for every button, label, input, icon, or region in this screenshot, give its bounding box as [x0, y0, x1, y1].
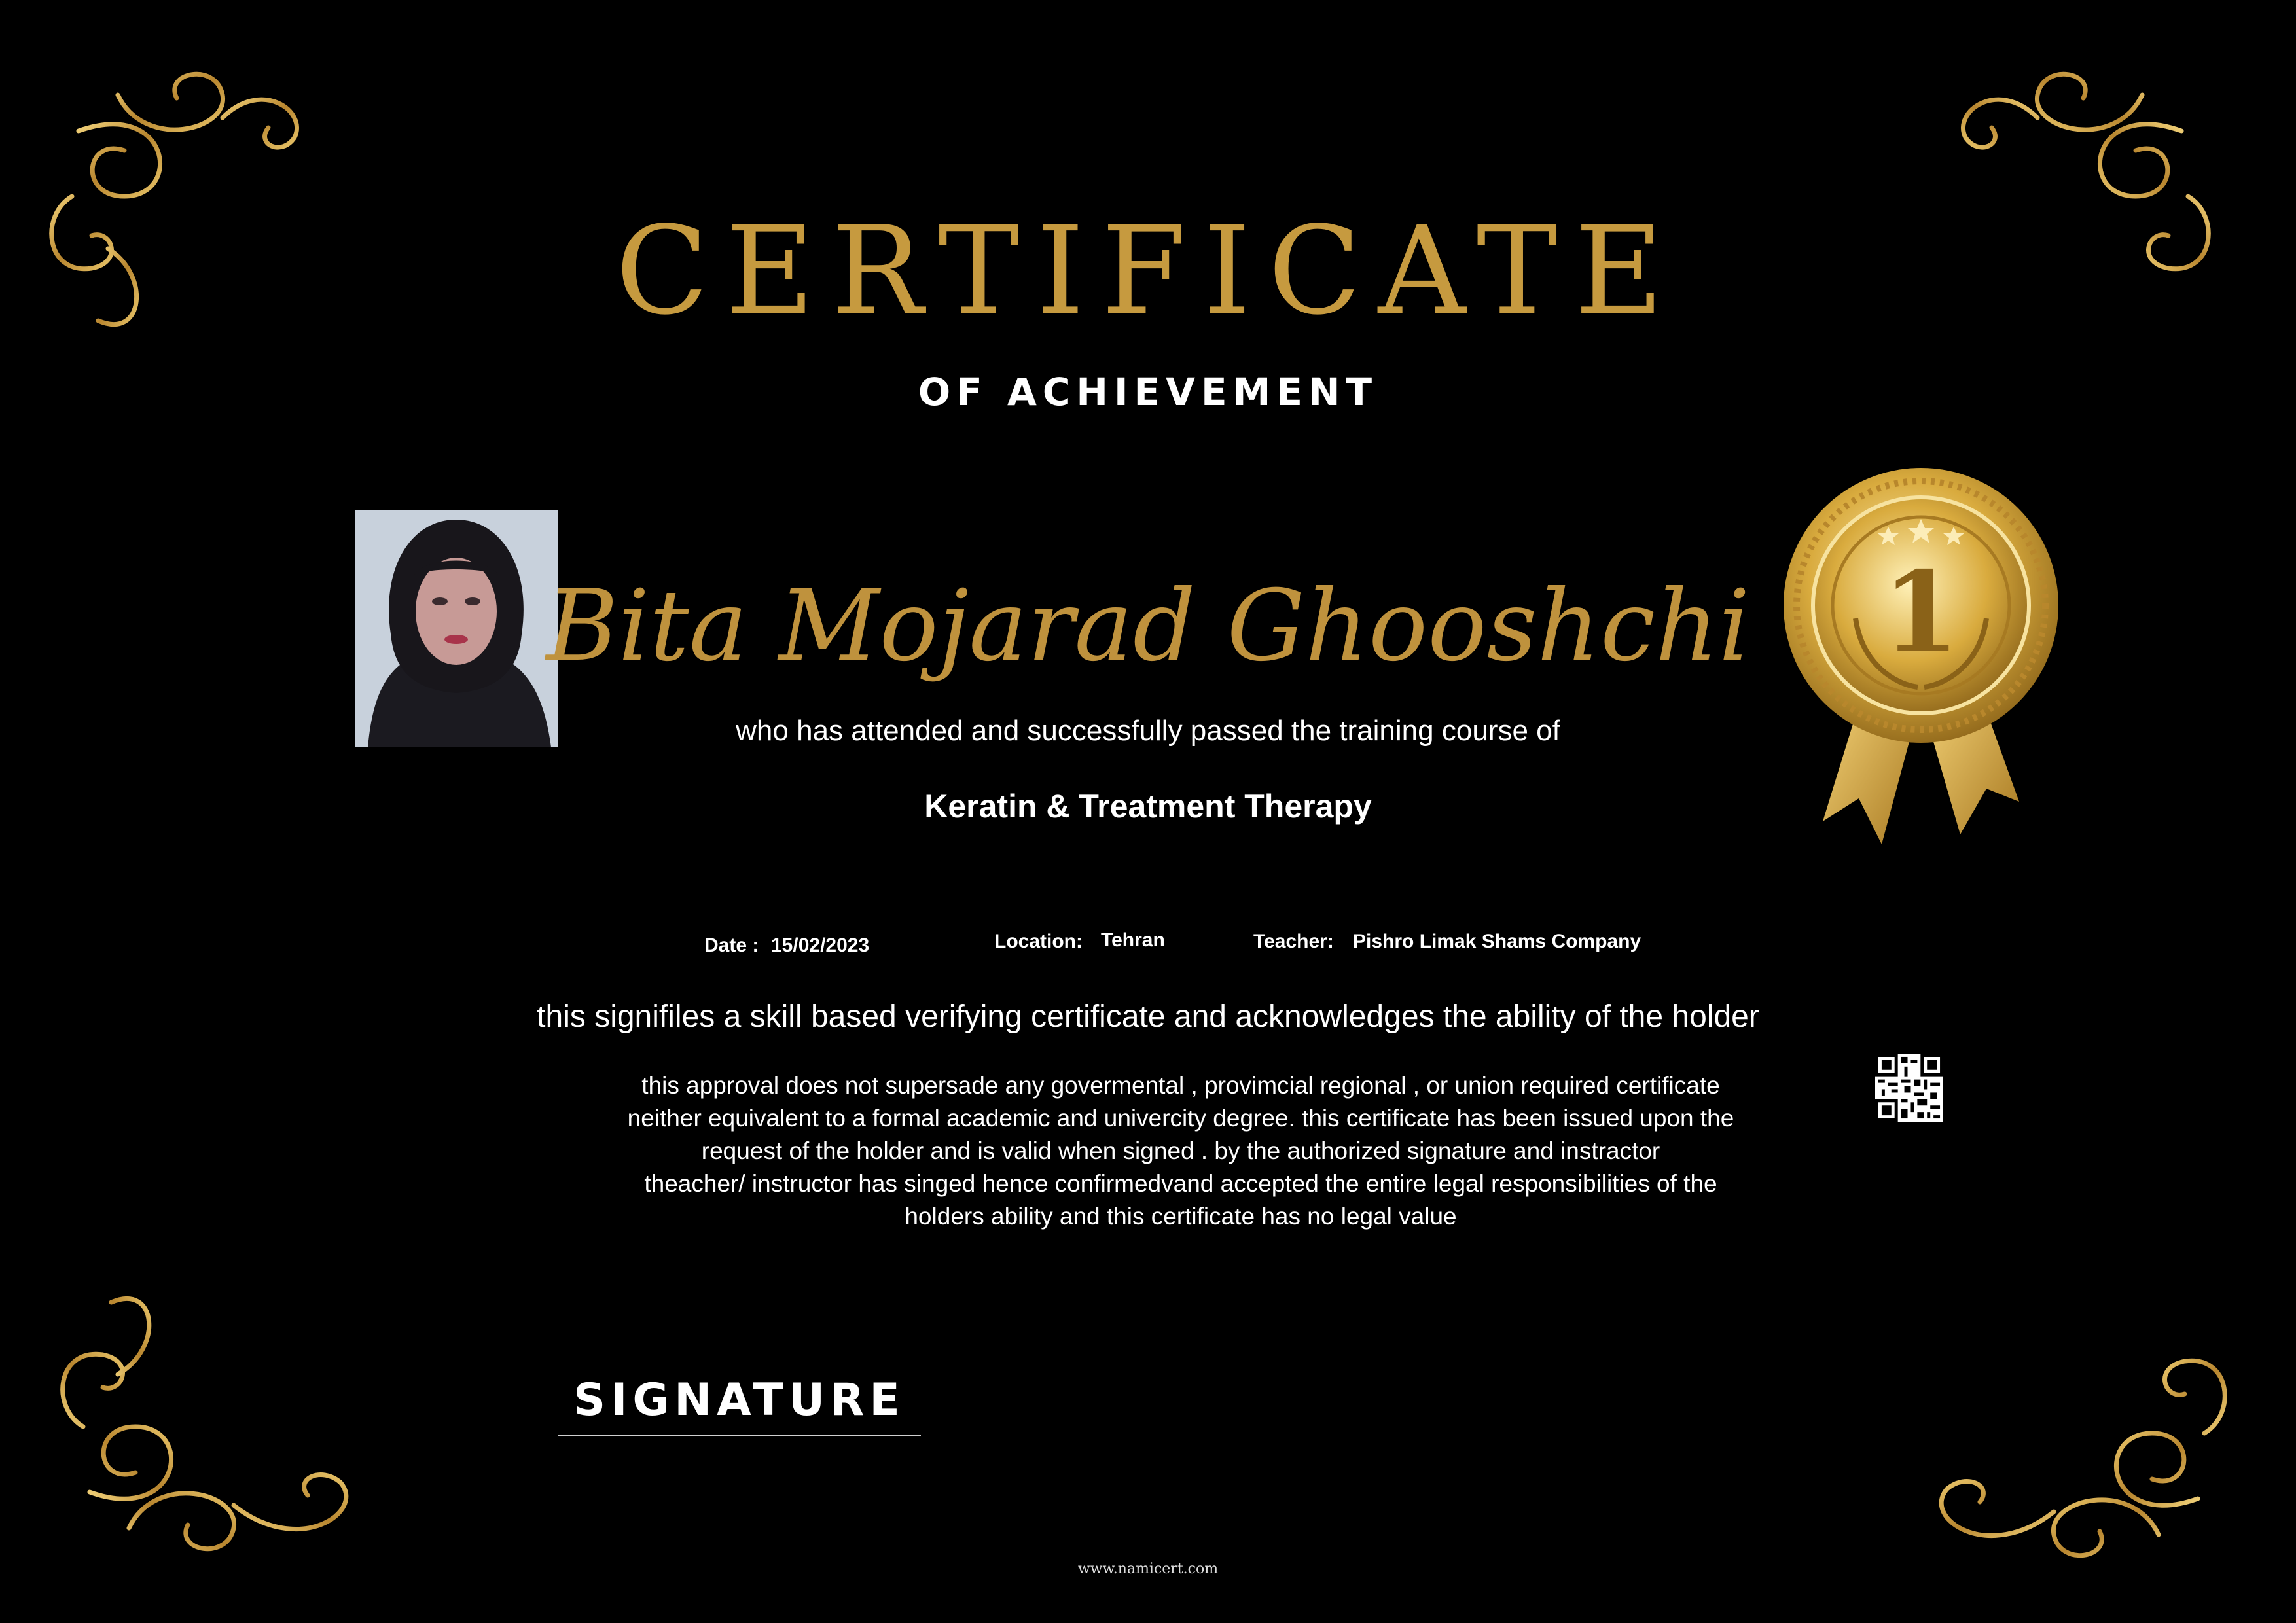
disclaimer-line: request of the holder and is valid when signed . by the authorized signature and instractor — [701, 1137, 1660, 1164]
gold-medal-icon — [1777, 468, 2065, 847]
signifies-text: this signifiles a skill based verifying certificate and acknowledges the ability of the holder — [537, 999, 1759, 1034]
certificate-title: CERTIFICATE — [615, 200, 1681, 342]
date-label: Date : — [704, 935, 759, 956]
signature-line — [558, 1435, 921, 1436]
qr-code-icon[interactable] — [1875, 1054, 1943, 1122]
disclaimer-line: this approval does not supersade any govermental , provimcial regional , or union required certificate — [641, 1072, 1720, 1099]
attended-text: who has attended and successfully passed the training course of — [736, 715, 1560, 747]
signature-label: SIGNATURE — [573, 1374, 905, 1426]
bottom-left-ornament — [63, 1106, 511, 1549]
location-value: Tehran — [1101, 929, 1165, 951]
teacher-label: Teacher: — [1253, 931, 1334, 952]
disclaimer-line: theacher/ instructor has singed hence confirmedvand accepted the entire legal responsibilities of the — [644, 1170, 1717, 1197]
medal-number: 1 — [1882, 547, 1960, 678]
location-label: Location: — [994, 931, 1083, 952]
footer-url[interactable]: www.namicert.com — [1077, 1561, 1219, 1577]
disclaimer-paragraph — [493, 1069, 1868, 1233]
disclaimer-line: holders ability and this certificate has no legal value — [905, 1203, 1457, 1230]
disclaimer-line: neither equivalent to a formal academic and univercity degree. this certificate has been issued upon the — [627, 1105, 1734, 1132]
teacher-value: Pishro Limak Shams Company — [1353, 931, 1641, 952]
certificate-subtitle: OF ACHIEVEMENT — [918, 370, 1378, 414]
date-value: 15/02/2023 — [771, 935, 870, 956]
recipient-name: Bita Mojarad Ghooshchi — [546, 569, 1750, 683]
course-name: Keratin & Treatment Therapy — [924, 788, 1372, 825]
